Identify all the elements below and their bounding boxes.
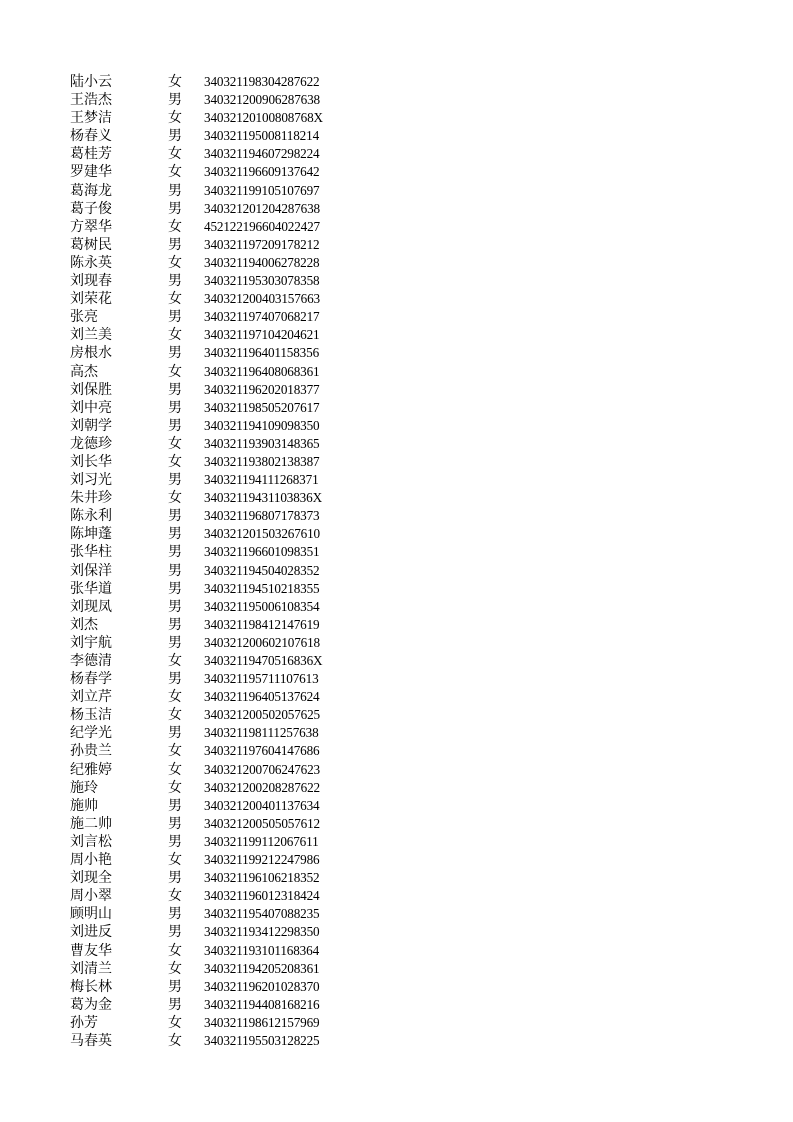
person-name: 刘兰美 (70, 327, 112, 344)
person-id-number: 340321193412298350 (204, 924, 320, 940)
table-row (70, 634, 354, 652)
person-gender: 女 (168, 453, 182, 470)
table-row (70, 308, 354, 326)
table-row (70, 435, 354, 453)
person-name: 刘荣花 (70, 291, 112, 308)
person-id-number: 340321198111257638 (204, 725, 319, 741)
person-id-number: 340321193903148365 (204, 435, 320, 451)
table-row (70, 326, 354, 344)
person-name: 孙贵兰 (70, 743, 112, 760)
person-id-number: 34032119470516836X (204, 653, 323, 668)
table-row (70, 254, 354, 272)
person-gender: 女 (168, 363, 182, 380)
person-name: 方翠华 (70, 218, 112, 235)
person-id-number: 340321194205208361 (204, 960, 320, 976)
person-name: 张亮 (70, 309, 98, 326)
person-name: 纪雅婷 (70, 761, 112, 778)
person-id-number: 340321198612157969 (204, 1014, 320, 1030)
person-name: 刘宇航 (70, 634, 112, 651)
table-row (70, 996, 354, 1014)
person-gender: 女 (168, 291, 182, 308)
person-gender: 女 (168, 164, 182, 181)
person-gender: 女 (168, 707, 182, 724)
person-name: 高杰 (70, 363, 98, 380)
person-id-number: 340321200502057625 (204, 707, 320, 723)
table-row (70, 742, 354, 760)
person-name: 刘现凤 (70, 598, 112, 615)
person-gender: 女 (168, 852, 182, 869)
person-id-number: 340321196106218352 (204, 870, 320, 886)
person-name: 张华柱 (70, 544, 112, 561)
person-gender: 女 (168, 110, 182, 127)
table-row (70, 471, 354, 489)
person-id-number: 340321195303078358 (204, 273, 320, 289)
person-name: 马春英 (70, 1032, 112, 1049)
table-row (70, 833, 354, 851)
person-name: 龙德珍 (70, 435, 112, 452)
table-row (70, 218, 354, 236)
table-row (70, 290, 354, 308)
person-id-number: 340321194006278228 (204, 254, 320, 270)
person-gender: 男 (168, 870, 182, 887)
person-id-number: 340321200906287638 (204, 92, 320, 108)
person-gender: 女 (168, 653, 182, 669)
person-name: 刘清兰 (70, 960, 112, 977)
person-gender: 女 (168, 743, 182, 760)
person-name: 孙芳 (70, 1014, 98, 1031)
person-name: 刘言松 (70, 833, 112, 850)
person-name: 杨春学 (70, 671, 112, 688)
person-name: 刘长华 (70, 453, 112, 470)
person-name: 刘现春 (70, 273, 112, 290)
person-id-number: 340321198505207617 (204, 399, 320, 415)
person-gender: 女 (168, 327, 182, 344)
person-name: 周小翠 (70, 888, 112, 905)
person-id-number: 340321197104204621 (204, 327, 320, 343)
person-id-number: 340321195006108354 (204, 598, 320, 614)
table-row (70, 706, 354, 724)
person-id-number: 340321196405137624 (204, 689, 320, 705)
person-gender: 男 (168, 417, 182, 434)
person-id-number: 340321199212247986 (204, 852, 320, 868)
person-id-number: 340321195407088235 (204, 906, 320, 922)
person-id-number: 340321199105107697 (204, 182, 320, 198)
person-gender: 男 (168, 580, 182, 597)
person-name: 葛海龙 (70, 182, 112, 199)
person-name: 纪学光 (70, 725, 112, 742)
person-gender: 男 (168, 616, 182, 633)
person-id-number: 340321200505057612 (204, 815, 320, 831)
person-id-number: 340321194111268371 (204, 472, 319, 488)
person-id-number: 340321196201028370 (204, 978, 320, 994)
table-row (70, 815, 354, 833)
person-name: 周小艳 (70, 852, 112, 869)
person-id-number: 340321193802138387 (204, 453, 320, 469)
person-id-number: 340321195711107613 (204, 671, 319, 687)
person-id-number: 340321194510218355 (204, 580, 320, 596)
table-row (70, 580, 354, 598)
table-row (70, 163, 354, 181)
table-row (70, 91, 354, 109)
person-id-number: 340321201503267610 (204, 526, 320, 542)
person-name: 施玲 (70, 779, 98, 796)
table-row (70, 127, 354, 145)
table-row (70, 688, 354, 706)
person-name: 王梦洁 (70, 110, 112, 127)
person-id-number: 340321197407068217 (204, 309, 320, 325)
table-row (70, 869, 354, 887)
person-id-number: 340321200208287622 (204, 779, 320, 795)
person-id-number: 340321194408168216 (204, 996, 320, 1012)
person-name: 梅长林 (70, 978, 112, 995)
table-row (70, 923, 354, 941)
person-gender: 男 (168, 273, 182, 290)
person-name: 刘中亮 (70, 399, 112, 416)
person-gender: 女 (168, 1014, 182, 1031)
person-id-number: 340321197209178212 (204, 236, 320, 252)
person-gender: 女 (168, 779, 182, 796)
person-gender: 女 (168, 761, 182, 778)
person-name: 施二帅 (70, 815, 112, 832)
person-gender: 男 (168, 200, 182, 217)
table-row (70, 562, 354, 580)
table-row (70, 236, 354, 254)
table-row (70, 670, 354, 688)
person-id-number: 340321196408068361 (204, 363, 320, 379)
person-name: 刘朝学 (70, 417, 112, 434)
table-row (70, 489, 354, 507)
person-name: 张华道 (70, 580, 112, 597)
person-name: 朱井珍 (70, 490, 112, 507)
table-row (70, 73, 354, 91)
person-gender: 男 (168, 92, 182, 109)
person-gender: 男 (168, 526, 182, 543)
person-id-number: 452122196604022427 (204, 218, 320, 234)
person-gender: 男 (168, 906, 182, 923)
person-name: 杨春义 (70, 128, 112, 145)
person-id-number: 340321194109098350 (204, 417, 320, 433)
table-row (70, 724, 354, 742)
person-gender: 男 (168, 544, 182, 561)
table-row (70, 598, 354, 616)
person-id-number: 340321200401137634 (204, 797, 320, 813)
person-name: 葛桂芳 (70, 146, 112, 163)
person-name: 陆小云 (70, 74, 112, 90)
person-gender: 男 (168, 978, 182, 995)
person-id-number: 340321193101168364 (204, 942, 320, 958)
person-gender: 男 (168, 309, 182, 326)
table-row (70, 887, 354, 905)
person-gender: 男 (168, 182, 182, 199)
person-gender: 男 (168, 833, 182, 850)
table-row (70, 942, 354, 960)
person-name: 罗建华 (70, 164, 112, 181)
person-gender: 女 (168, 689, 182, 706)
table-row (70, 145, 354, 163)
person-name: 刘保胜 (70, 381, 112, 398)
person-gender: 女 (168, 942, 182, 959)
person-name: 葛树民 (70, 236, 112, 253)
person-id-number: 340321197604147686 (204, 743, 320, 759)
person-gender: 男 (168, 815, 182, 832)
table-row (70, 761, 354, 779)
person-id-number: 340321196609137642 (204, 164, 320, 180)
person-name: 李德清 (70, 653, 112, 669)
person-name: 刘进反 (70, 924, 112, 941)
person-gender: 男 (168, 598, 182, 615)
person-id-number: 34032120100808768X (204, 110, 323, 126)
person-id-number: 34032119431103836X (204, 490, 322, 506)
table-row (70, 960, 354, 978)
table-row (70, 344, 354, 362)
person-gender: 女 (168, 218, 182, 235)
person-name: 王浩杰 (70, 92, 112, 109)
table-row (70, 978, 354, 996)
person-gender: 男 (168, 472, 182, 489)
table-row (70, 363, 354, 381)
person-name: 刘立芹 (70, 689, 112, 706)
person-gender: 男 (168, 671, 182, 688)
table-row (70, 1014, 354, 1032)
person-name: 杨玉洁 (70, 707, 112, 724)
table-row (70, 779, 354, 797)
person-name: 陈永英 (70, 254, 112, 271)
person-name: 顾明山 (70, 906, 112, 923)
person-name: 刘习光 (70, 472, 112, 489)
person-name: 施帅 (70, 797, 98, 814)
table-row (70, 109, 354, 127)
person-gender: 女 (168, 1032, 182, 1049)
person-id-number: 340321196807178373 (204, 508, 320, 524)
person-id-number: 340321194607298224 (204, 146, 320, 162)
table-row (70, 453, 354, 471)
person-gender: 男 (168, 562, 182, 579)
person-name: 刘杰 (70, 616, 98, 633)
person-gender: 女 (168, 490, 182, 507)
table-row (70, 525, 354, 543)
person-id-number: 340321200706247623 (204, 761, 320, 777)
person-gender: 女 (168, 435, 182, 452)
person-gender: 男 (168, 508, 182, 525)
person-gender: 女 (168, 960, 182, 977)
person-gender: 男 (168, 236, 182, 253)
person-name: 陈永利 (70, 508, 112, 525)
person-id-number: 340321200602107618 (204, 634, 320, 650)
table-row (70, 797, 354, 815)
table-row (70, 616, 354, 634)
person-gender: 女 (168, 74, 182, 90)
person-id-number: 340321195503128225 (204, 1032, 320, 1048)
table-row (70, 399, 354, 417)
person-id-number: 340321194504028352 (204, 562, 320, 578)
person-id-number: 340321196012318424 (204, 888, 320, 904)
roster-list (70, 73, 354, 1050)
person-gender: 男 (168, 996, 182, 1013)
person-name: 刘保洋 (70, 562, 112, 579)
table-row (70, 417, 354, 435)
table-row (70, 272, 354, 290)
person-id-number: 340321201204287638 (204, 200, 320, 216)
table-row (70, 1032, 354, 1050)
person-gender: 男 (168, 634, 182, 651)
person-name: 葛为金 (70, 996, 112, 1013)
person-id-number: 340321196202018377 (204, 381, 320, 397)
person-id-number: 340321195008118214 (204, 128, 320, 144)
person-id-number: 340321200403157663 (204, 291, 320, 307)
person-name: 葛子俊 (70, 200, 112, 217)
person-id-number: 340321198412147619 (204, 616, 320, 632)
table-row (70, 182, 354, 200)
person-gender: 女 (168, 146, 182, 163)
person-gender: 男 (168, 345, 182, 362)
table-row (70, 652, 354, 670)
table-row (70, 851, 354, 869)
person-gender: 男 (168, 399, 182, 416)
person-name: 曹友华 (70, 942, 112, 959)
person-gender: 女 (168, 254, 182, 271)
table-row (70, 200, 354, 218)
person-gender: 男 (168, 128, 182, 145)
person-id-number: 340321196601098351 (204, 544, 320, 560)
table-row (70, 543, 354, 561)
person-gender: 男 (168, 381, 182, 398)
person-id-number: 340321198304287622 (204, 74, 320, 89)
person-id-number: 340321199112067611 (204, 833, 319, 849)
person-name: 房根水 (70, 345, 112, 362)
person-gender: 男 (168, 725, 182, 742)
person-gender: 男 (168, 797, 182, 814)
table-row (70, 905, 354, 923)
person-name: 刘现全 (70, 870, 112, 887)
person-name: 陈坤蓬 (70, 526, 112, 543)
person-gender: 女 (168, 888, 182, 905)
table-row (70, 381, 354, 399)
person-gender: 男 (168, 924, 182, 941)
table-row (70, 507, 354, 525)
person-id-number: 340321196401158356 (204, 345, 320, 361)
